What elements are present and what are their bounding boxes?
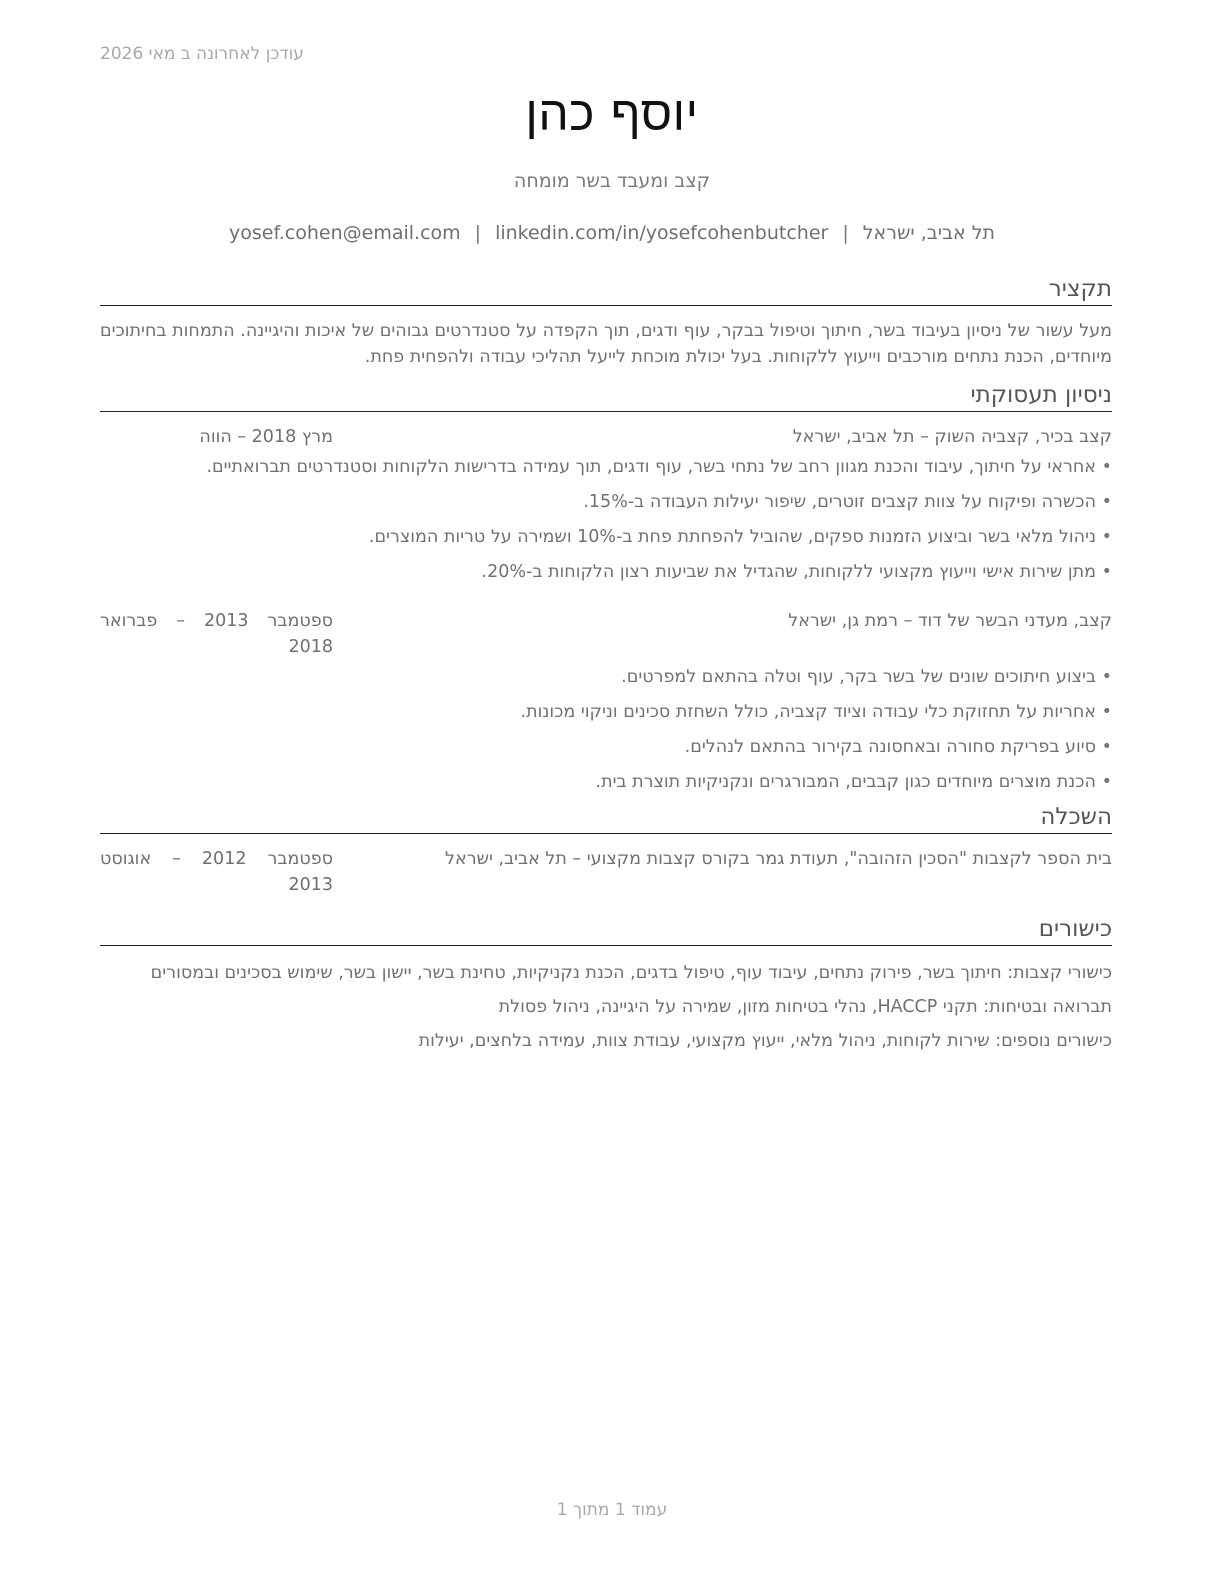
contact-separator: |: [842, 222, 849, 244]
education-section: [100, 804, 1112, 898]
job-bullet: [100, 769, 1112, 796]
job-bullet: [100, 559, 1112, 586]
bullet-icon: •: [1101, 667, 1112, 687]
contact-email[interactable]: yosef.cohen@email.com: [228, 222, 461, 244]
job-bullet-text: הכנת מוצרים מיוחדים כגון קבבים, המבורגרים ונקניקיות תוצרת בית.: [595, 772, 1096, 792]
education-heading: השכלה: [100, 804, 1112, 834]
job-role: קצב בכיר, קצביה השוק – תל אביב, ישראל: [792, 427, 1112, 447]
job-bullet: [100, 489, 1112, 516]
job-bullet-text: הכשרה ופיקוח על צוות קצבים זוטרים, שיפור יעילות העבודה ב-15%.: [583, 492, 1096, 512]
bullet-icon: •: [1101, 492, 1112, 512]
job-bullet-text: מתן שירות אישי וייעוץ מקצועי ללקוחות, שהגדיל את שביעות רצון הלקוחות ב-20%.: [481, 562, 1096, 582]
job-bullet: [100, 699, 1112, 726]
job-bullet: [100, 524, 1112, 551]
contact-location: תל אביב, ישראל: [862, 222, 996, 244]
education-institution: בית הספר לקצבות "הסכין הזהובה", תעודת גמר בקורס קצבות מקצועי – תל אביב, ישראל: [445, 849, 1112, 869]
job-bullet-text: סיוע בפריקת סחורה ובאחסונה בקירור בהתאם לנהלים.: [684, 737, 1096, 757]
bullet-icon: •: [1101, 772, 1112, 792]
bullet-icon: •: [1101, 737, 1112, 757]
job-bullet-text: אחריות על תחזוקת כלי עבודה וציוד קצביה, כולל השחזת סכינים וניקוי מכונות.: [520, 702, 1096, 722]
job-header: [100, 608, 1112, 660]
candidate-name: יוסף כהן: [525, 86, 699, 142]
skills-heading: כישורים: [100, 916, 1112, 946]
summary-heading: תקציר: [100, 276, 1112, 306]
last-updated-note: עודכן לאחרונה ב מאי 2026: [100, 44, 304, 64]
summary-section: [100, 276, 1112, 370]
contact-separator: |: [474, 222, 482, 244]
job-bullet: [100, 734, 1112, 761]
experience-section: [100, 382, 1112, 796]
skills-line: כישורים נוספים: שירות לקוחות, ניהול מלאי, ייעוץ מקצועי, עבודת צוות, עמידה בלחצים, יעילות: [418, 1031, 1112, 1051]
job-header: [100, 424, 1112, 450]
resume-content: [100, 276, 1112, 1062]
job-role: קצב, מעדני הבשר של דוד – רמת גן, ישראל: [788, 611, 1112, 631]
candidate-title: קצב ומעבד בשר מומחה: [513, 170, 711, 192]
bullet-icon: •: [1101, 527, 1112, 547]
job-bullet-text: ביצוע חיתוכים שונים של בשר בקר, עוף וטלה בהתאם למפרטים.: [621, 667, 1096, 687]
job-bullet: [100, 454, 1112, 481]
job-bullets: [100, 454, 1112, 586]
education-entry: [100, 846, 1112, 898]
job-entry: [100, 608, 1112, 796]
experience-heading: ניסיון תעסוקתי: [100, 382, 1112, 412]
education-header: [100, 846, 1112, 898]
job-dates: מרץ 2018 – הווה: [199, 427, 333, 447]
job-dates: ספטמבר 2013 – פברואר 2018: [100, 611, 333, 657]
bullet-icon: •: [1101, 562, 1112, 582]
job-bullets: [100, 664, 1112, 796]
contact-linkedin[interactable]: linkedin.com/in/yosefcohenbutcher: [495, 222, 829, 244]
job-bullet-text: אחראי על חיתוך, עיבוד והכנת מגוון רחב של נתחי בשר, עוף ודגים, תוך עמידה בדרישות הלקוחות וסטנדרטים תברואתיים.: [206, 457, 1096, 477]
job-bullet: [100, 664, 1112, 691]
job-bullet-text: ניהול מלאי בשר וביצוע הזמנות ספקים, שהוביל להפחתת פחת ב-10% ושמירה על טריות המוצרים.: [368, 527, 1096, 547]
bullet-icon: •: [1101, 457, 1112, 477]
job-entry: [100, 424, 1112, 586]
skills-list: [100, 960, 1112, 1054]
bullet-icon: •: [1101, 702, 1112, 722]
skills-line: תברואה ובטיחות: תקני HACCP, נהלי בטיחות מזון, שמירה על היגיינה, ניהול פסולת: [498, 997, 1112, 1017]
page-number: עמוד 1 מתוך 1: [556, 1500, 668, 1520]
summary-text: מעל עשור של ניסיון בעיבוד בשר, חיתוך וטיפול בבקר, עוף ודגים, תוך הקפדה על סטנדרטים גבוהים של איכות והיגיינה. התמחות בחיתוכים מיוחדים, הכנת נתחים מורכבים וייעוץ ללקוחות. בעל יכולת מוכחת לייעל תהליכי עבודה ולהפחית פחת.: [100, 321, 1112, 367]
skills-section: [100, 916, 1112, 1054]
contact-line: [0, 222, 1224, 244]
education-dates: ספטמבר 2012 – אוגוסט 2013: [100, 849, 333, 895]
skills-line: כישורי קצבות: חיתוך בשר, פירוק נתחים, עיבוד עוף, טיפול בדגים, הכנת נקניקיות, טחינת בשר, יישון בשר, שימוש בסכינים ובמסורים: [150, 963, 1112, 983]
